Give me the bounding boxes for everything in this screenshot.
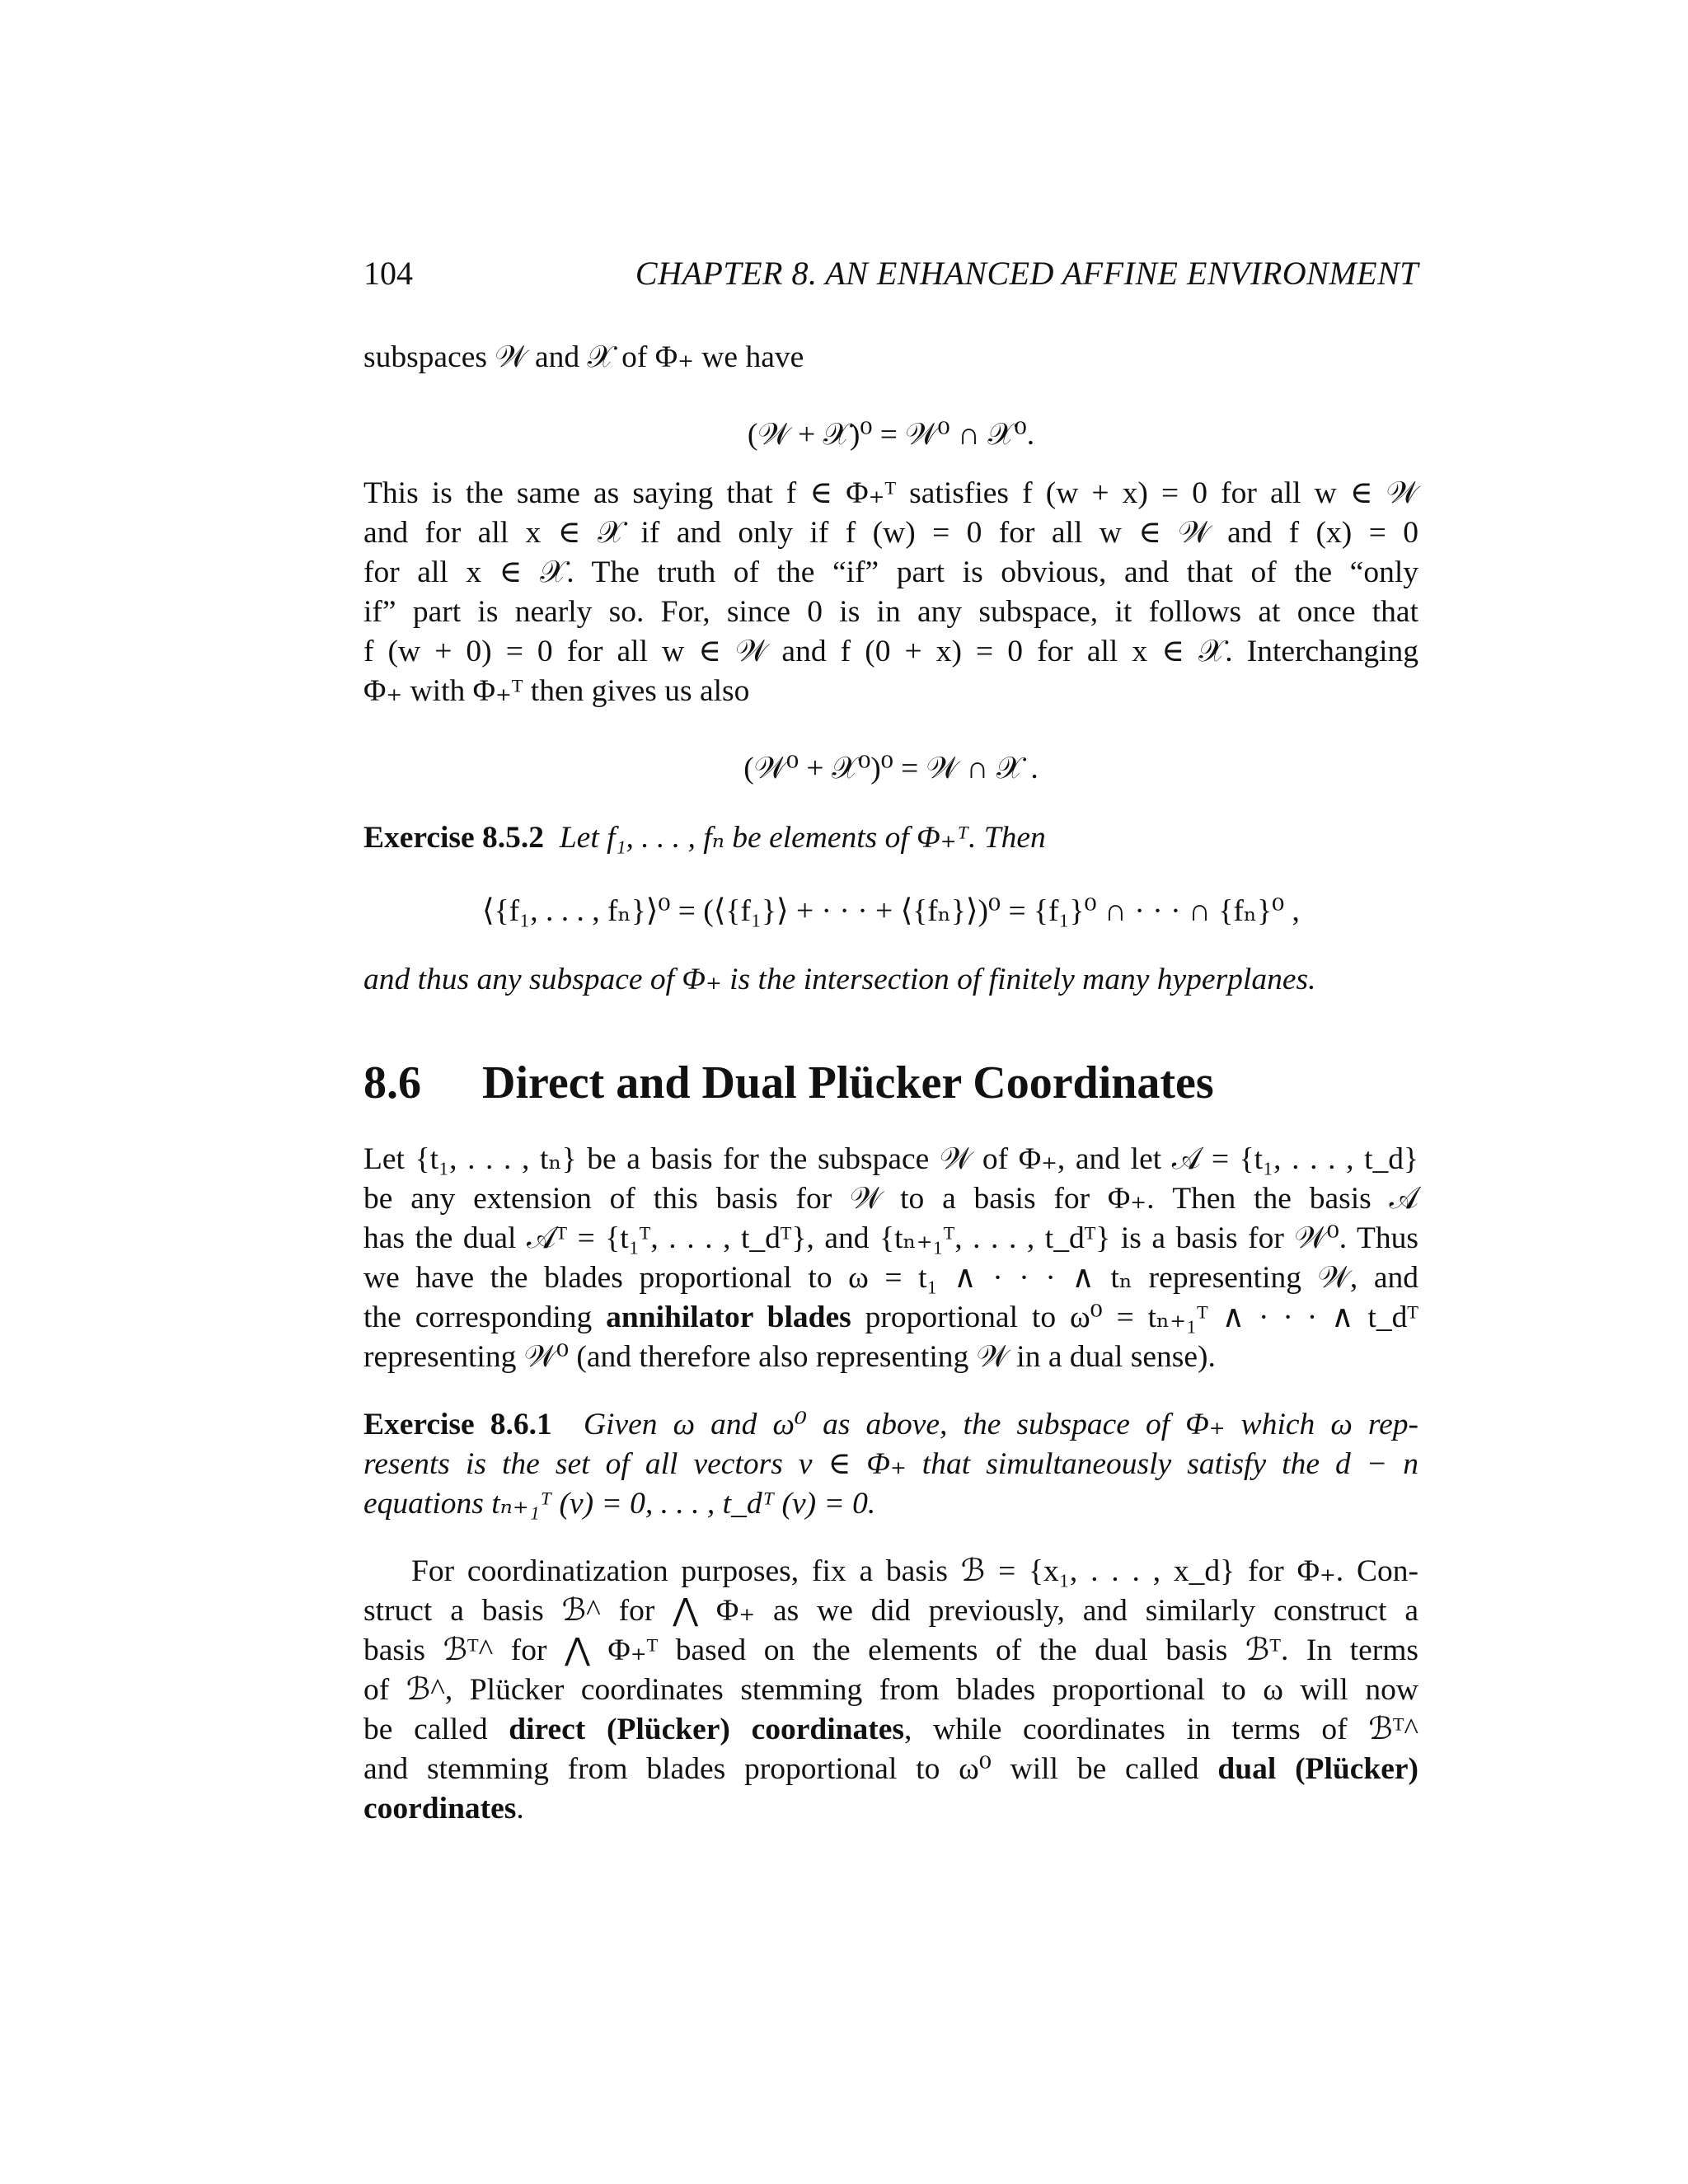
text-fragment: be called [363, 1713, 509, 1746]
text-line [363, 1789, 1418, 1829]
text-fragment: , while coordinates in terms of ℬᵀ^ [904, 1713, 1418, 1746]
text-line: subspaces 𝒲 and 𝒳 of Φ₊ we have [363, 340, 804, 374]
exercise-statement: Let f₁, . . . , fₙ be elements of Φ₊ᵀ. Then [559, 821, 1046, 855]
exercise-8-6-1 [363, 1405, 1418, 1524]
equation-annihilator-sum: (𝒲 + 𝒳)⁰ = 𝒲⁰ ∩ 𝒳⁰. [747, 418, 1035, 452]
text-line: struct a basis ℬ^ for ⋀ Φ₊ as we did previously, and similarly construct a [363, 1594, 1418, 1628]
exercise-label: Exercise 8.5.2 [363, 821, 545, 855]
paragraph-intro [363, 338, 1418, 377]
exercise-label: Exercise 8.6.1 [363, 1408, 552, 1441]
text-line: f (w + 0) = 0 for all w ∈ 𝒲 and f (0 + x) = 0 for all x ∈ 𝒳. Interchanging [363, 635, 1418, 668]
term-direct-coordinates: direct (Plücker) coordinates [509, 1713, 904, 1746]
term-coordinates: coordinates [363, 1792, 517, 1825]
text-line: equations tₙ₊₁ᵀ (v) = 0, . . . , t_dᵀ (v) = 0. [363, 1487, 876, 1521]
text-fragment: . [516, 1792, 524, 1825]
text-line: Φ₊ with Φ₊ᵀ then gives us also [363, 674, 750, 708]
text-line: if” part is nearly so. For, since 0 is in any subspace, it follows at once that [363, 595, 1418, 629]
text-fragment: proportional to ω⁰ = tₙ₊₁ᵀ ∧ · · · ∧ t_dᵀ [851, 1301, 1419, 1334]
text-line [363, 1298, 1418, 1338]
text-line: we have the blades proportional to ω = t₁ ∧ · · · ∧ tₙ representing 𝒲, and [363, 1261, 1418, 1295]
text-line: has the dual 𝒜ᵀ = {t₁ᵀ, . . . , t_dᵀ}, and {tₙ₊₁ᵀ, . . . , t_dᵀ} is a basis for 𝒲⁰. Thus [363, 1221, 1418, 1255]
text-line [363, 1405, 1418, 1445]
paragraph-explanation [363, 474, 1418, 711]
exercise-8-5-2 [363, 818, 1418, 858]
text-line: for all x ∈ 𝒳. The truth of the “if” part is obvious, and that of the “only [363, 555, 1418, 589]
text-line: representing 𝒲⁰ (and therefore also representing 𝒲 in a dual sense). [363, 1340, 1216, 1374]
section-title: Direct and Dual Plücker Coordinates [482, 1057, 1214, 1108]
text-line [363, 1710, 1418, 1750]
text-line: Let {t₁, . . . , tₙ} be a basis for the subspace 𝒲 of Φ₊, and let 𝒜 = {t₁, . . . , t_d} [363, 1142, 1418, 1176]
equation-exercise-8-5-2: ⟨{f₁, . . . , fₙ}⟩⁰ = (⟨{f₁}⟩ + · · · + ⟨{fₙ}⟩)⁰ = {f₁}⁰ ∩ · · · ∩ {fₙ}⁰ , [482, 894, 1300, 928]
page-number: 104 [363, 255, 413, 292]
term-dual-plucker: dual (Plücker) [1217, 1752, 1419, 1786]
paragraph-coordinatization [363, 1552, 1418, 1829]
text-line [363, 1750, 1418, 1789]
equation-dual-intersection: (𝒲⁰ + 𝒳⁰)⁰ = 𝒲 ∩ 𝒳 . [743, 752, 1039, 785]
text-line [363, 818, 1418, 858]
text-fragment: and stemming from blades proportional to ω⁰ will be called [363, 1752, 1218, 1786]
text-line: of ℬ^, Plücker coordinates stemming from blades proportional to ω will now [363, 1673, 1418, 1707]
page-header [363, 249, 1418, 298]
text-line: basis ℬᵀ^ for ⋀ Φ₊ᵀ based on the elements of the dual basis ℬᵀ. In terms [363, 1633, 1418, 1667]
section-heading [363, 1052, 1418, 1114]
text-fragment: the corresponding [363, 1301, 607, 1334]
term-annihilator-blades: annihilator blades [606, 1301, 851, 1334]
exercise-conclusion [363, 960, 1418, 1000]
running-head: CHAPTER 8. AN ENHANCED AFFINE ENVIRONMENT [635, 255, 1418, 292]
text-line: This is the same as saying that f ∈ Φ₊ᵀ satisfies f (w + x) = 0 for all w ∈ 𝒲 [363, 476, 1418, 510]
text-line: resents is the set of all vectors v ∈ Φ₊ that simultaneously satisfy the d − n [363, 1447, 1418, 1481]
paragraph-basis [363, 1140, 1418, 1377]
section-number: 8.6 [363, 1057, 421, 1108]
text-line: be any extension of this basis for 𝒲 to a basis for Φ₊. Then the basis 𝒜 [363, 1182, 1418, 1216]
text-line: For coordinatization purposes, fix a basis ℬ = {x₁, . . . , x_d} for Φ₊. Con- [411, 1554, 1418, 1588]
exercise-text: Given ω and ω⁰ as above, the subspace of Φ₊ which ω rep- [583, 1408, 1418, 1441]
text-line: and for all x ∈ 𝒳 if and only if f (w) = 0 for all w ∈ 𝒲 and f (x) = 0 [363, 516, 1418, 550]
text-line: and thus any subspace of Φ₊ is the intersection of finitely many hyperplanes. [363, 963, 1316, 996]
